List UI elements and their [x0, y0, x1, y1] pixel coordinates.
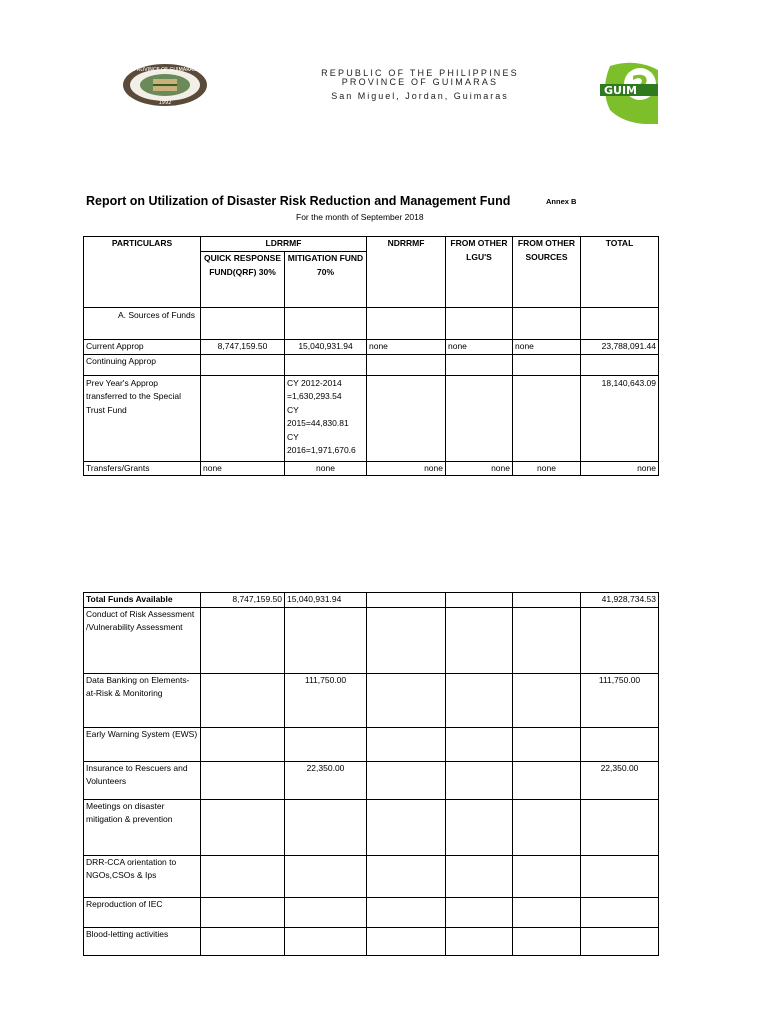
row-label: DRR-CCA orientation to NGOs,CSOs & Ips — [84, 855, 201, 897]
row-label: Early Warning System (EWS) — [84, 727, 201, 761]
cell-other-sources: none — [513, 461, 581, 476]
table-row — [84, 375, 659, 461]
guimaras-logo — [596, 60, 658, 124]
header-other-lgu: FROM OTHER LGU'S — [446, 237, 513, 308]
cell-mitigation-breakdown: CY 2012-2014 =1,630,293.54 CY 2015=44,830.81 CY 2016=1,971,670.6 — [285, 375, 367, 461]
table-row — [84, 340, 659, 355]
cell-mitigation: 111,750.00 — [285, 673, 367, 727]
cell-total: none — [581, 461, 659, 476]
utilization-table — [83, 592, 659, 956]
cell-qrf: 8,747,159.50 — [201, 340, 285, 355]
seal-year: 1992 — [158, 100, 172, 106]
table-row — [84, 727, 659, 761]
header-qrf: QUICK RESPONSE FUND(QRF) 30% — [201, 252, 285, 308]
header-republic: REPUBLIC OF THE PHILIPPINES — [321, 68, 519, 78]
header-particulars: PARTICULARS — [84, 237, 201, 308]
sources-table — [83, 236, 659, 476]
row-label: Meetings on disaster mitigation & prevention — [84, 799, 201, 855]
cell-total: 41,928,734.53 — [581, 593, 659, 608]
row-label: Total Funds Available — [84, 593, 201, 608]
sources-heading: A. Sources of Funds — [84, 308, 201, 340]
report-period: For the month of September 2018 — [296, 212, 424, 222]
table-row — [84, 799, 659, 855]
cell-mitigation: 15,040,931.94 — [285, 593, 367, 608]
cell-total: 23,788,091.44 — [581, 340, 659, 355]
row-label: Data Banking on Elements-at-Risk & Monitoring — [84, 673, 201, 727]
cell-mitigation: none — [285, 461, 367, 476]
table-row — [84, 354, 659, 375]
row-label: Current Approp — [84, 340, 201, 355]
table-row — [84, 927, 659, 955]
header-ndrrmf: NDRRMF — [367, 237, 446, 308]
cell-total: 22,350.00 — [581, 761, 659, 799]
table-row — [84, 607, 659, 673]
cell-other-lgu: none — [446, 461, 513, 476]
cell-ndrrmf: none — [367, 461, 446, 476]
annex-label: Annex B — [546, 197, 577, 206]
header-other-sources: FROM OTHER SOURCES — [513, 237, 581, 308]
logo-text: GUIM — [604, 84, 637, 97]
header-province: PROVINCE OF GUIMARAS — [341, 77, 499, 87]
cell-total: 18,140,643.09 — [581, 375, 659, 461]
cell-total: 111,750.00 — [581, 673, 659, 727]
table-row — [84, 761, 659, 799]
row-label: Blood-letting activities — [84, 927, 201, 955]
row-label: Prev Year's Approp transferred to the Special Trust Fund — [84, 375, 201, 461]
cell-ndrrmf: none — [367, 340, 446, 355]
report-title: Report on Utilization of Disaster Risk Reduction and Management Fund — [86, 194, 511, 208]
table-row — [84, 855, 659, 897]
table-row — [84, 897, 659, 927]
cell-mitigation: 22,350.00 — [285, 761, 367, 799]
cell-mitigation: 15,040,931.94 — [285, 340, 367, 355]
row-label: Reproduction of IEC — [84, 897, 201, 927]
row-label: Insurance to Rescuers and Volunteers — [84, 761, 201, 799]
cell-other-sources: none — [513, 340, 581, 355]
row-label: Transfers/Grants — [84, 461, 201, 476]
header-mitigation: MITIGATION FUND 70% — [285, 252, 367, 308]
header-address: San Miguel, Jordan, Guimaras — [331, 91, 509, 101]
table-row — [84, 461, 659, 476]
cell-qrf: none — [201, 461, 285, 476]
row-label: Continuing Approp — [84, 354, 201, 375]
total-funds-row — [84, 593, 659, 608]
header-ldrrmf: LDRRMF — [201, 237, 367, 252]
seal-text: PROVINCE OF GUIMARAS — [133, 67, 197, 73]
cell-qrf: 8,747,159.50 — [201, 593, 285, 608]
header-total: TOTAL — [581, 237, 659, 308]
cell-other-lgu: none — [446, 340, 513, 355]
province-seal-logo — [122, 63, 208, 107]
row-label: Conduct of Risk Assessment /Vulnerability Assessment — [84, 607, 201, 673]
table-row — [84, 673, 659, 727]
